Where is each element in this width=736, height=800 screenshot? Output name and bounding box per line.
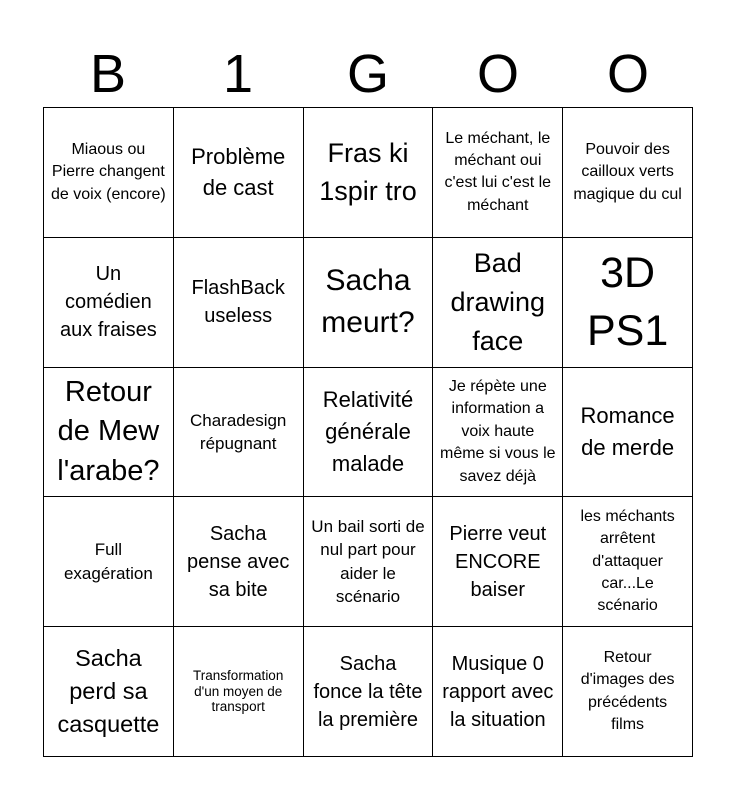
header-letter-1: B <box>89 44 127 104</box>
cell-text: Fras ki 1spir tro <box>319 137 417 207</box>
cell-text: 3D PS1 <box>586 249 669 356</box>
bingo-cell[interactable] <box>304 627 434 757</box>
cell-text: Retour de Mew l'arabe? <box>57 375 160 487</box>
bingo-cell[interactable] <box>174 368 304 498</box>
cell-text: Miaous ou Pierre changent de voix (encore) <box>51 140 166 203</box>
cell-text: Le méchant, le méchant oui c'est lui c'est le méchant <box>444 129 552 214</box>
cell-text: Un comédien aux fraises <box>60 263 157 342</box>
bingo-cell[interactable] <box>304 497 434 627</box>
cell-text: Romance de merde <box>580 403 675 460</box>
bingo-cell[interactable] <box>433 497 563 627</box>
bingo-cell[interactable] <box>304 238 434 368</box>
cell-text: Sacha perd sa casquette <box>57 644 160 738</box>
cell-text: Sacha pense avec sa bite <box>187 522 290 601</box>
cell-text: Pierre veut ENCORE baiser <box>449 522 547 601</box>
bingo-cell[interactable] <box>433 238 563 368</box>
cell-text: Sacha meurt? <box>321 263 415 340</box>
cell-text: Un bail sorti de nul part pour aider le scénario <box>311 516 425 607</box>
cell-text: Musique 0 rapport avec la situation <box>442 652 554 731</box>
cell-text: Retour d'images des précédents films <box>580 648 675 733</box>
bingo-cell[interactable] <box>563 108 693 238</box>
cell-text: Transformation d'un moyen de transport <box>193 668 284 715</box>
cell-text: FlashBack useless <box>191 277 285 328</box>
bingo-cell[interactable] <box>174 497 304 627</box>
header-letter-2: 1 <box>222 44 254 104</box>
cell-text: Je répète une information a voix haute même si vous le savez déjà <box>439 378 556 485</box>
bingo-cell[interactable] <box>433 108 563 238</box>
bingo-cell[interactable] <box>44 238 174 368</box>
bingo-cell[interactable] <box>563 238 693 368</box>
cell-text: Charadesign répugnant <box>189 410 287 453</box>
cell-text: Pouvoir des cailloux verts magique du cul <box>573 140 682 203</box>
bingo-cell[interactable] <box>44 368 174 498</box>
bingo-cell[interactable] <box>174 627 304 757</box>
bingo-cell[interactable] <box>563 497 693 627</box>
cell-text: Bad drawing face <box>450 248 546 356</box>
cell-text: Sacha fonce la tête la première <box>313 652 423 731</box>
cell-text: les méchants arrêtent d'attaquer car...Le scénario <box>580 507 675 615</box>
bingo-cell[interactable] <box>304 368 434 498</box>
bingo-cell[interactable] <box>174 108 304 238</box>
bingo-cell[interactable] <box>433 627 563 757</box>
bingo-board <box>43 107 693 757</box>
header-letter-3: G <box>346 44 389 104</box>
bingo-cell[interactable] <box>304 108 434 238</box>
header-letter-5: O <box>606 44 649 104</box>
cell-text: Full exagération <box>63 540 153 583</box>
cell-text: Relativité générale malade <box>322 387 414 476</box>
bingo-cell[interactable] <box>44 497 174 627</box>
bingo-cell[interactable] <box>433 368 563 498</box>
header-letter-4: O <box>476 44 519 104</box>
bingo-cell[interactable] <box>563 368 693 498</box>
cell-text: Problème de cast <box>191 143 286 201</box>
bingo-header <box>43 40 693 108</box>
bingo-cell[interactable] <box>563 627 693 757</box>
bingo-cell[interactable] <box>174 238 304 368</box>
bingo-cell[interactable] <box>44 108 174 238</box>
bingo-cell[interactable] <box>44 627 174 757</box>
